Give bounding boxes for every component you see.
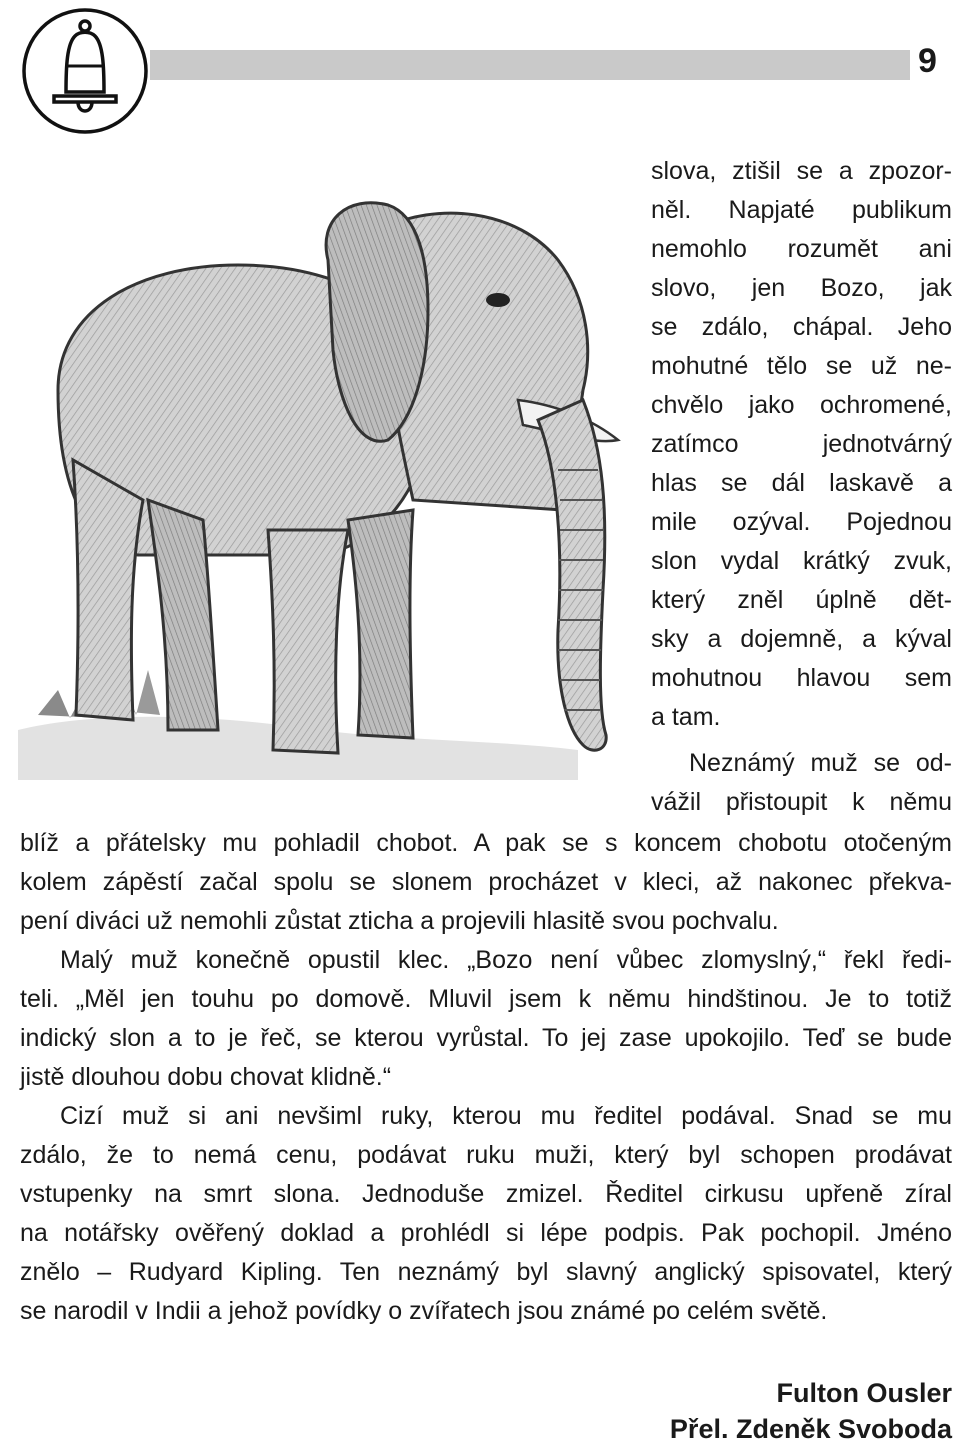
column-line: zatímco jednotvárný: [651, 430, 952, 458]
column-line: sky a dojemně, a kýval: [651, 625, 952, 653]
body-line: Cizí muž si ani nevšiml ruky, kterou mu ředitel podával. Snad se mu: [60, 1102, 952, 1130]
column-line: slon vydal krátký zvuk,: [651, 547, 952, 575]
column-line: mile ozýval. Pojednou: [651, 508, 952, 536]
body-line: indický slon a to je řeč, se kterou vyrůstal. To jej zase upokojilo. Teď se bude: [20, 1024, 952, 1052]
body-line: zdálo, že to nemá cenu, podávat ruku muži, který byl schopen prodávat: [20, 1141, 952, 1169]
column-line: mohutnou hlavou sem: [651, 664, 952, 692]
body-line: teli. „Měl jen touhu po domově. Mluvil jsem k němu hindštinou. Je to totiž: [20, 985, 952, 1013]
body-line: jistě dlouhou dobu chovat klidně.“: [20, 1063, 392, 1091]
column-line: se zdálo, chápal. Jeho: [651, 313, 952, 341]
column-line: nemohlo rozumět ani: [651, 235, 952, 263]
column-line: a tam.: [651, 703, 721, 731]
header-bar: [150, 50, 910, 80]
body-line: Malý muž konečně opustil klec. „Bozo není vůbec zlomyslný,“ řekl ředi-: [60, 946, 952, 974]
column-line: mohutné tělo se už ne-: [651, 352, 952, 380]
author-name: Fulton Ousler: [776, 1378, 952, 1408]
column-line: něl. Napjaté publikum: [651, 196, 952, 224]
body-line: na notářsky ověřený doklad a prohlédl si lépe podpis. Pak pochopil. Jméno: [20, 1219, 952, 1247]
column-line: slovo, jen Bozo, jak: [651, 274, 952, 302]
bell-logo-icon: [20, 6, 150, 136]
column-line: vážil přistoupit k němu: [651, 788, 952, 816]
body-line: se narodil v Indii a jehož povídky o zvířatech jsou známé po celém světě.: [20, 1297, 828, 1325]
column-line: hlas se dál laskavě a: [651, 469, 952, 497]
column-line: který zněl úplně dět-: [651, 586, 952, 614]
body-line: pení diváci už nemohli zůstat zticha a projevili hlasitě svou pochvalu.: [20, 907, 779, 935]
elephant-illustration: [18, 170, 653, 780]
column-line: slova, ztišil se a zpozor-: [651, 157, 952, 185]
translator-credit: Přel. Zdeněk Svoboda: [669, 1414, 952, 1444]
column-line: Neznámý muž se od-: [689, 749, 952, 777]
body-line: vstupenky na smrt slona. Jednoduše zmizel. Ředitel cirkusu upřeně zíral: [20, 1180, 952, 1208]
page-number: 9: [918, 42, 937, 80]
body-line: kolem zápěstí začal spolu se slonem procházet v kleci, až nakonec překva-: [20, 868, 952, 896]
body-line: znělo – Rudyard Kipling. Ten neznámý byl slavný anglický spisovatel, který: [20, 1258, 952, 1286]
column-line: chvělo jako ochromené,: [651, 391, 952, 419]
body-line: blíž a přátelsky mu pohladil chobot. A pak se s koncem chobotu otočeným: [20, 829, 952, 857]
